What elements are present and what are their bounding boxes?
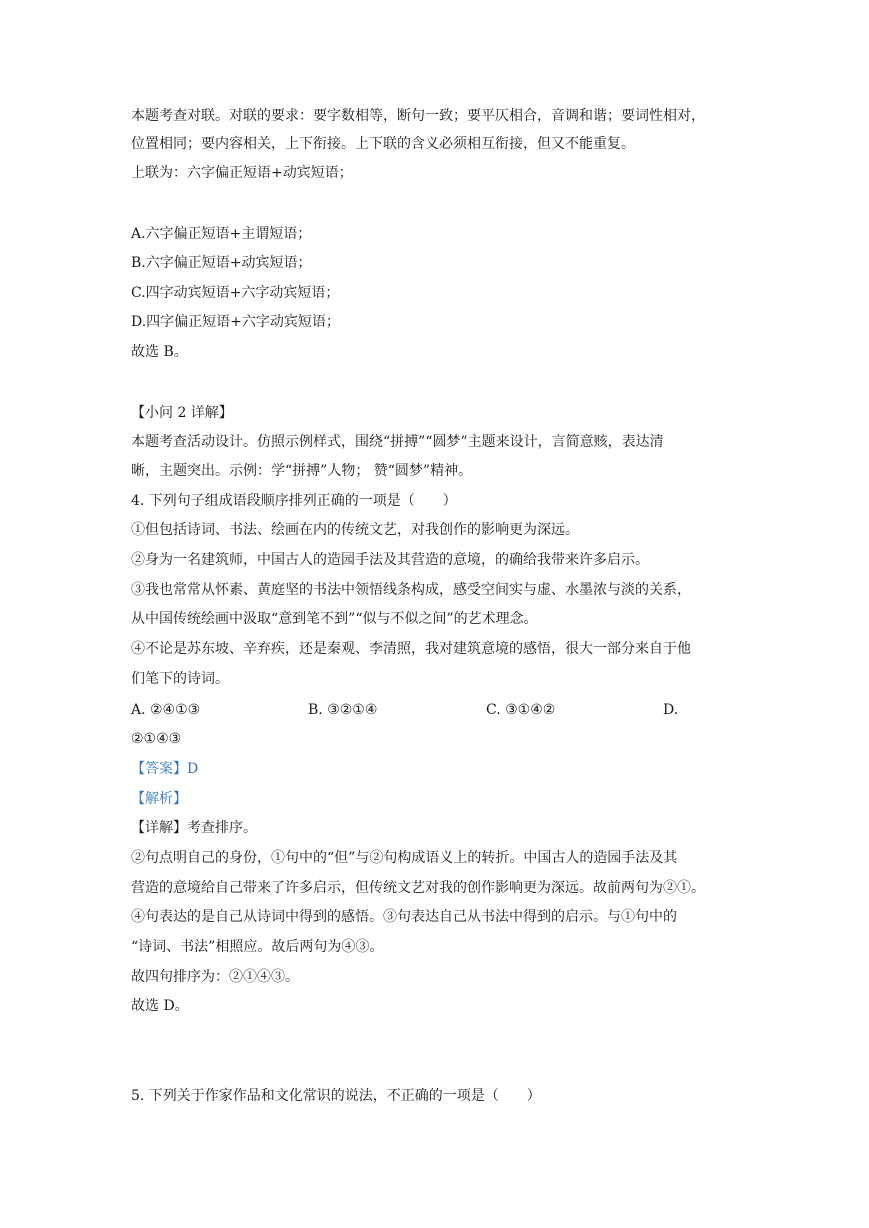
answer-options-row bbox=[131, 700, 731, 720]
sentence-4-line-2: 们笔下的诗词。 bbox=[131, 671, 229, 687]
option-a: A. ②④①③ bbox=[131, 702, 201, 718]
paragraph-line: 晰，主题突出。示例：学“拼搏”人物； 赞“圆梦”精神。 bbox=[131, 463, 473, 479]
analysis-label: 【解析】 bbox=[131, 791, 187, 807]
detail-label: 【详解】考查排序。 bbox=[131, 820, 257, 836]
option-b: B. ③②①④ bbox=[308, 702, 378, 718]
option-d-label: D. bbox=[663, 702, 679, 718]
sentence-1: ①但包括诗词、书法、绘画在内的传统文艺，对我创作的影响更为深远。 bbox=[131, 522, 579, 538]
question-5-stem: 5. 下列关于作家作品和文化常识的说法，不正确的一项是（ ） bbox=[131, 1088, 541, 1104]
choice-line: 故选 D。 bbox=[131, 998, 189, 1014]
sentence-3-line-2: 从中国传统绘画中汲取“意到笔不到”“似与不似之间”的艺术理念。 bbox=[131, 611, 538, 627]
paragraph-line: 位置相同；要内容相关，上下衔接。上下联的含义必须相互衔接，但又不能重复。 bbox=[131, 136, 635, 152]
question-4-stem: 4. 下列句子组成语段顺序排列正确的一项是（ ） bbox=[131, 493, 457, 509]
option-b-line: B.六字偏正短语+动宾短语； bbox=[131, 255, 312, 271]
option-c-line: C.四字动宾短语+六字动宾短语； bbox=[131, 285, 340, 301]
explanation-line: ②句点明自己的身份，①句中的“但”与②句构成语义上的转折。中国古人的造园手法及其 bbox=[131, 850, 678, 866]
explanation-line: ④句表达的是自己从诗词中得到的感悟。③句表达自己从书法中得到的启示。与①句中的 bbox=[131, 909, 677, 925]
sentence-4-line-1: ④不论是苏东坡、辛弃疾，还是秦观、李清照，我对建筑意境的感悟，很大一部分来自于他 bbox=[131, 641, 691, 657]
subquestion-heading: 【小问 2 详解】 bbox=[131, 405, 233, 421]
option-a-line: A.六字偏正短语+主谓短语； bbox=[131, 226, 312, 242]
paragraph-line: 上联为：六字偏正短语+动宾短语； bbox=[131, 165, 353, 181]
paragraph-line: 本题考查对联。对联的要求：要字数相等，断句一致；要平仄相合，音调和谐；要词性相对， bbox=[131, 108, 705, 124]
option-d-value: ②①④③ bbox=[131, 731, 182, 747]
option-c: C. ③①④② bbox=[486, 702, 556, 718]
sentence-3-line-1: ③我也常常从怀素、黄庭坚的书法中领悟线条构成，感受空间实与虚、水墨浓与淡的关系， bbox=[131, 582, 691, 598]
paragraph-line: 本题考查活动设计。仿照示例样式，围绕“拼搏”“圆梦”主题来设计，言简意赅，表达清 bbox=[131, 434, 664, 450]
answer-label: 【答案】D bbox=[131, 761, 199, 777]
order-line: 故四句排序为：②①④③。 bbox=[131, 969, 299, 985]
option-d-line: D.四字偏正短语+六字动宾短语； bbox=[131, 314, 340, 330]
explanation-line: “诗词、书法”相照应。故后两句为④③。 bbox=[131, 939, 384, 955]
choice-line: 故选 B。 bbox=[131, 344, 188, 360]
explanation-line: 营造的意境给自己带来了许多启示，但传统文艺对我的创作影响更为深远。故前两句为②①。 bbox=[131, 880, 705, 896]
sentence-2: ②身为一名建筑师，中国古人的造园手法及其营造的意境，的确给我带来许多启示。 bbox=[131, 552, 649, 568]
